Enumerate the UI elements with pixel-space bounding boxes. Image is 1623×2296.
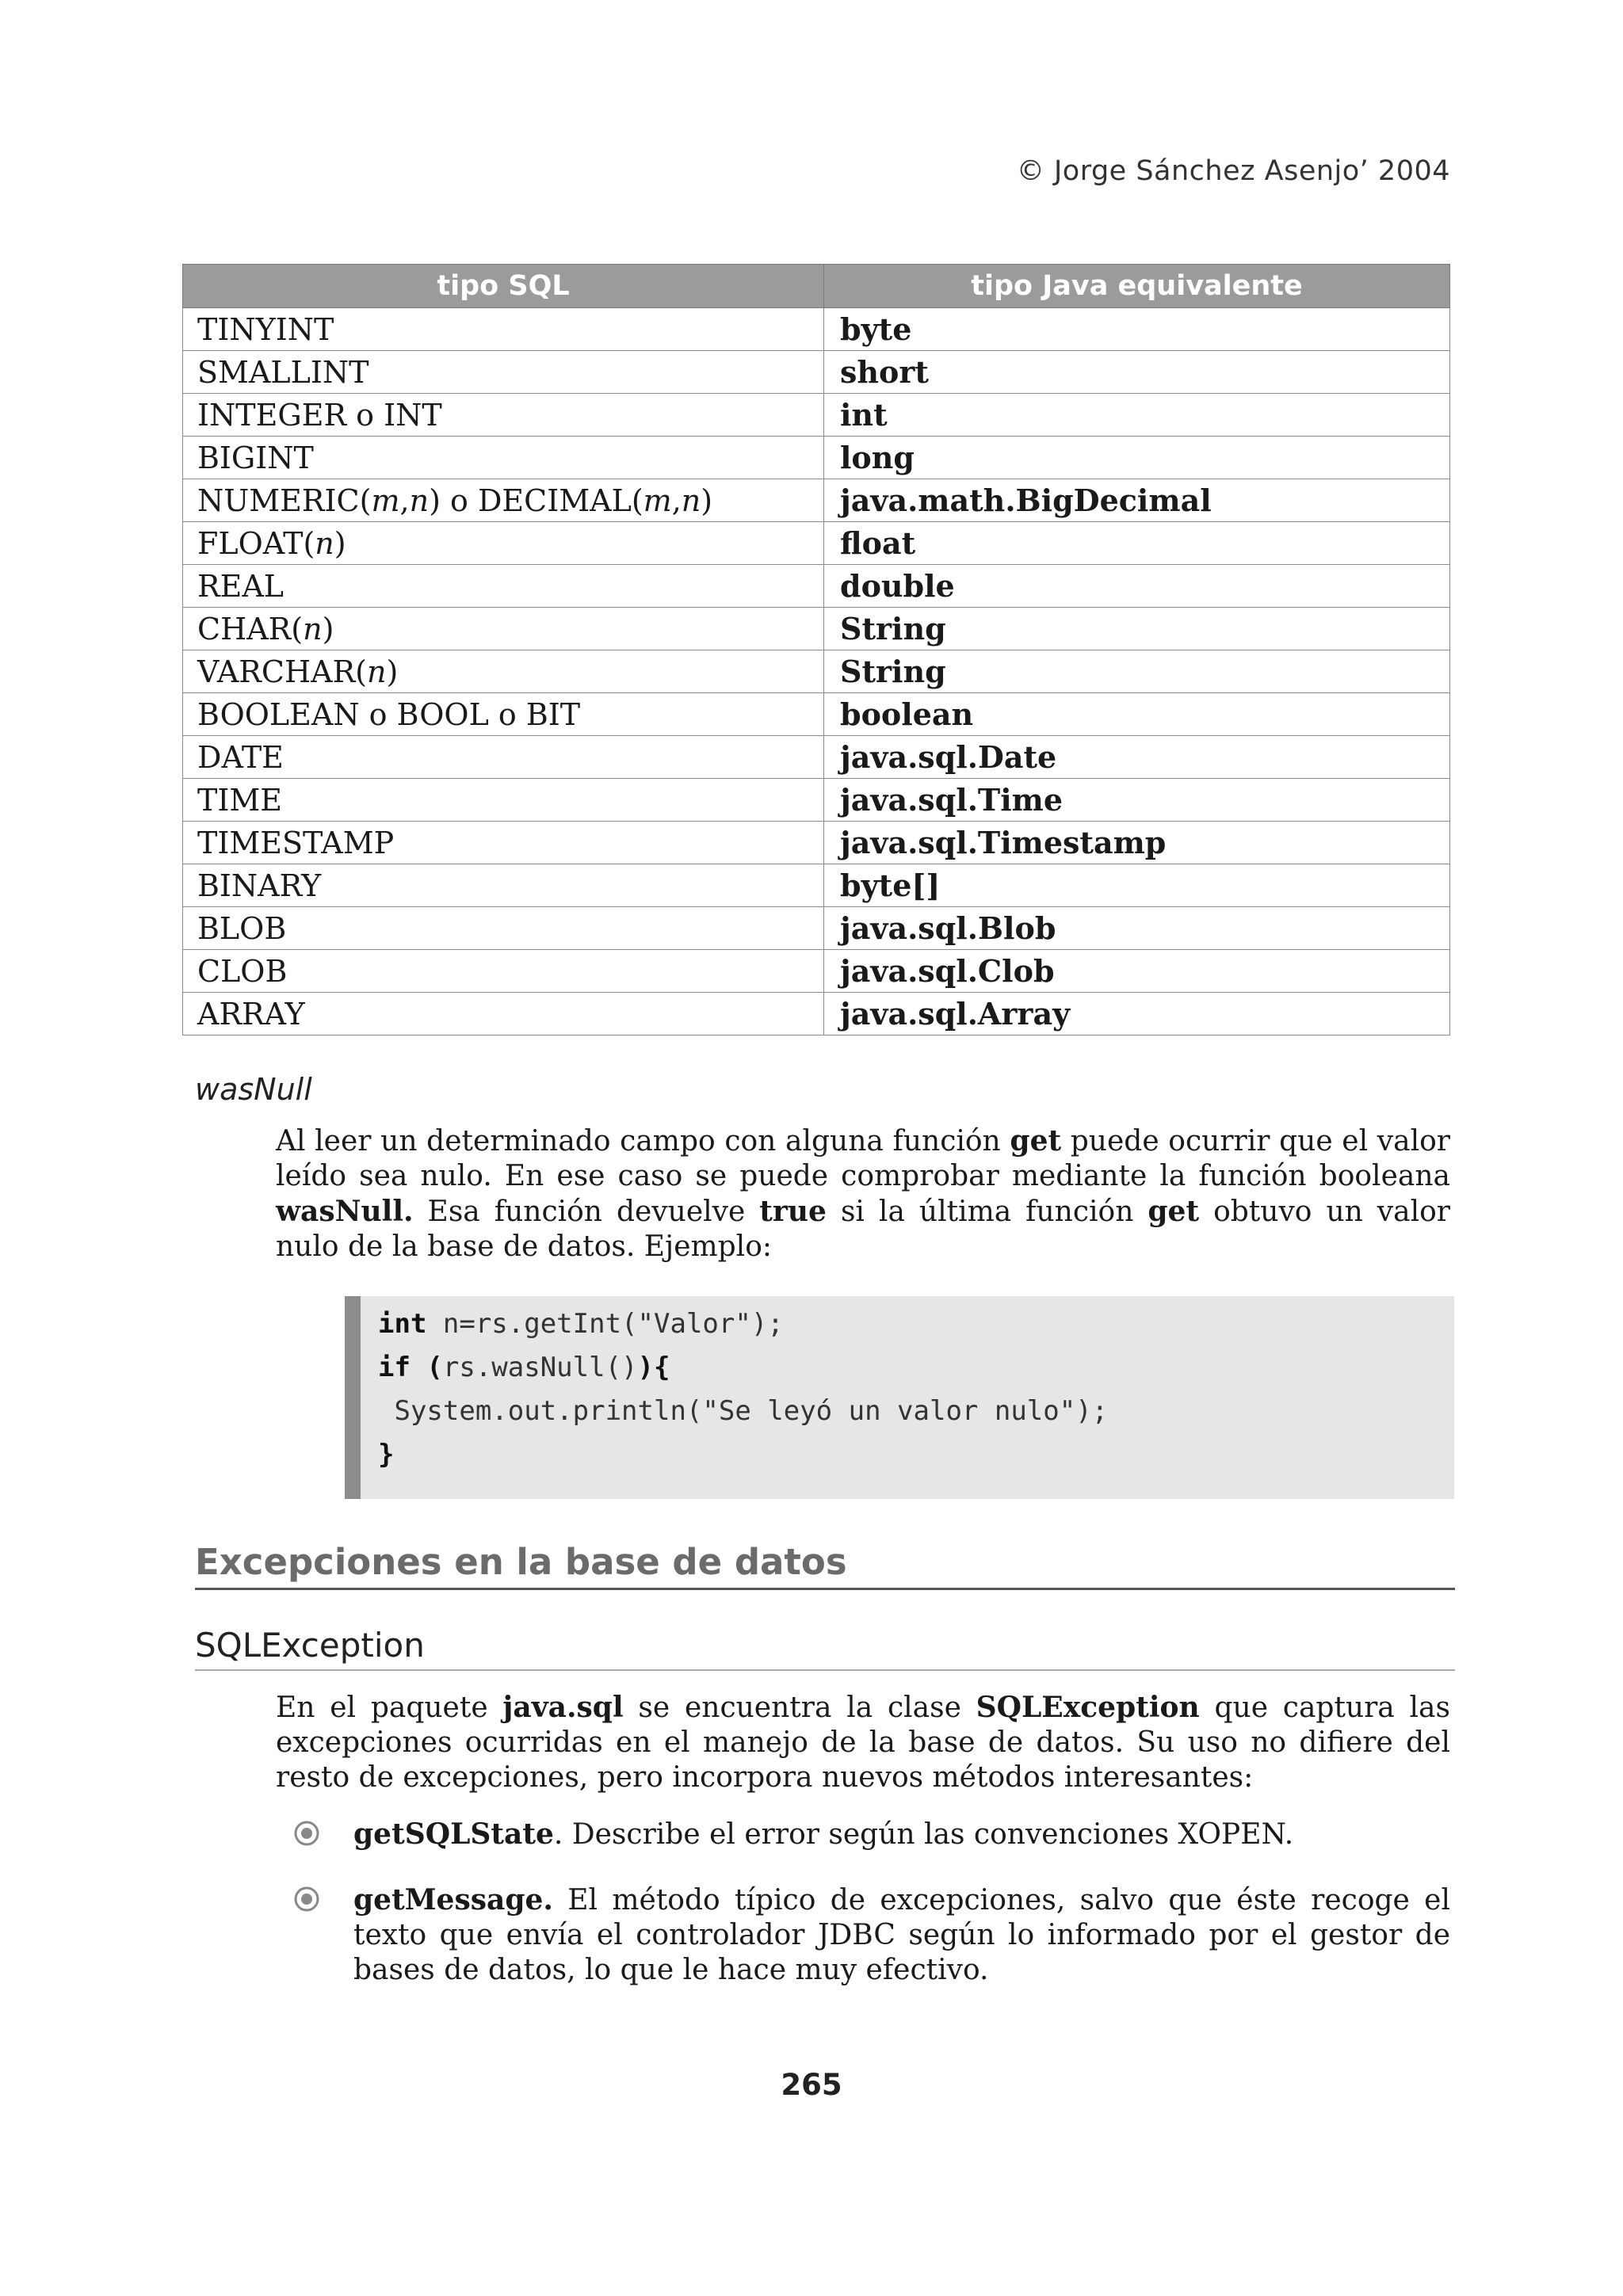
table-row (183, 479, 1450, 522)
table-row (183, 822, 1450, 864)
section-title: Excepciones en la base de datos (195, 1541, 1455, 1590)
code-text: rs.wasNull() (442, 1352, 638, 1383)
table-row (183, 437, 1450, 479)
text-run: obtuvo un valor nulo de la base de datos. Ejemplo: (276, 1196, 1450, 1263)
radio-bullet-icon (293, 1886, 320, 1913)
list-item (293, 1882, 1450, 1988)
bold-term: SQLException (976, 1691, 1200, 1724)
bullet-text (353, 1882, 1450, 1988)
code-keyword: int (378, 1308, 427, 1340)
table-row (183, 565, 1450, 608)
column-header-java: tipo Java equivalente (824, 265, 1450, 308)
sql-type-cell: BIGINT (183, 437, 824, 479)
sql-java-type-table (182, 264, 1450, 1035)
java-type-cell: String (824, 608, 1450, 650)
sql-type-cell: FLOAT(n) (183, 522, 824, 565)
table-header-row (183, 265, 1450, 308)
text-run: El método típico de excepciones, salvo que éste recoge el texto que envía el controlador JDBC según lo informado por el gestor de bases de datos, lo que le hace muy efectivo. (353, 1884, 1450, 1986)
java-type-cell: byte (824, 308, 1450, 351)
column-header-sql: tipo SQL (183, 265, 824, 308)
bold-term: getMessage. (353, 1883, 553, 1917)
table-row (183, 351, 1450, 394)
table-row (183, 864, 1450, 907)
bullet-text (353, 1817, 1450, 1852)
bold-term: getSQLState (353, 1817, 554, 1851)
sql-type-cell: CLOB (183, 950, 824, 993)
sql-type-cell: ARRAY (183, 993, 824, 1035)
sql-type-cell: VARCHAR(n) (183, 650, 824, 693)
table-row (183, 693, 1450, 736)
table-row (183, 394, 1450, 437)
table-row (183, 308, 1450, 351)
java-type-cell: java.sql.Clob (824, 950, 1450, 993)
table-row (183, 736, 1450, 779)
table-row (183, 950, 1450, 993)
sql-type-cell: TIMESTAMP (183, 822, 824, 864)
sql-type-cell: SMALLINT (183, 351, 824, 394)
code-keyword: ){ (637, 1352, 670, 1383)
list-item (293, 1817, 1450, 1852)
sql-type-cell: NUMERIC(m,n) o DECIMAL(m,n) (183, 479, 824, 522)
table-row (183, 907, 1450, 950)
page-number: 265 (781, 2068, 842, 2102)
sql-type-cell: BLOB (183, 907, 824, 950)
sql-type-cell: CHAR(n) (183, 608, 824, 650)
text-run: En el paquete (276, 1691, 503, 1724)
java-type-cell: boolean (824, 693, 1450, 736)
subsection-title-wasnull: wasNull (195, 1072, 312, 1107)
text-run: se encuentra la clase (623, 1691, 976, 1724)
sql-type-cell: BINARY (183, 864, 824, 907)
java-type-cell: java.sql.Date (824, 736, 1450, 779)
table-row (183, 993, 1450, 1035)
sql-type-cell: DATE (183, 736, 824, 779)
header-credit: © Jorge Sánchez Asenjo’ 2004 (1016, 155, 1450, 187)
text-run: si la última función (826, 1196, 1148, 1228)
code-text: System.out.println("Se leyó un valor nulo"); (378, 1395, 1109, 1427)
bold-term: get (1010, 1124, 1062, 1158)
sql-type-cell: BOOLEAN o BOOL o BIT (183, 693, 824, 736)
java-type-cell: float (824, 522, 1450, 565)
java-type-cell: byte[] (824, 864, 1450, 907)
java-type-cell: String (824, 650, 1450, 693)
java-type-cell: long (824, 437, 1450, 479)
bold-term: get (1148, 1195, 1200, 1228)
text-run: puede ocurrir que el valor leído sea nulo. En ese caso se puede comprobar mediante la función booleana (276, 1125, 1450, 1192)
text-run: . Describe el error según las convenciones XOPEN. (553, 1818, 1294, 1851)
bold-term: wasNull. (276, 1195, 414, 1228)
java-type-cell: int (824, 394, 1450, 437)
java-type-cell: double (824, 565, 1450, 608)
text-run: Esa función devuelve (413, 1196, 760, 1228)
table-row (183, 650, 1450, 693)
radio-bullet-icon (293, 1820, 320, 1847)
text-run: Al leer un determinado campo con alguna función (276, 1125, 1010, 1158)
sql-type-cell: TINYINT (183, 308, 824, 351)
java-type-cell: java.math.BigDecimal (824, 479, 1450, 522)
subsection-title-sqlexception: SQLException (195, 1626, 1455, 1671)
table-row (183, 522, 1450, 565)
table-row (183, 608, 1450, 650)
sql-type-cell: INTEGER o INT (183, 394, 824, 437)
code-example-block (345, 1296, 1454, 1499)
java-type-cell: java.sql.Timestamp (824, 822, 1450, 864)
text-run: que captura las excepciones ocurridas en el manejo de la base de datos. Su uso no difiere del resto de excepciones, pero incorpora nuevos métodos interesantes: (276, 1691, 1450, 1794)
bold-term: java.sql (502, 1691, 624, 1724)
code-keyword: } (378, 1439, 395, 1470)
sql-type-cell: REAL (183, 565, 824, 608)
java-type-cell: java.sql.Time (824, 779, 1450, 822)
sqlexception-paragraph (276, 1690, 1450, 1795)
code-keyword: if ( (378, 1352, 443, 1383)
sql-type-cell: TIME (183, 779, 824, 822)
bold-term: true (759, 1195, 827, 1228)
java-type-cell: short (824, 351, 1450, 394)
code-listing (361, 1296, 1454, 1477)
wasnull-paragraph (276, 1123, 1450, 1264)
java-type-cell: java.sql.Blob (824, 907, 1450, 950)
code-text: n=rs.getInt("Valor"); (426, 1308, 784, 1340)
java-type-cell: java.sql.Array (824, 993, 1450, 1035)
table-row (183, 779, 1450, 822)
